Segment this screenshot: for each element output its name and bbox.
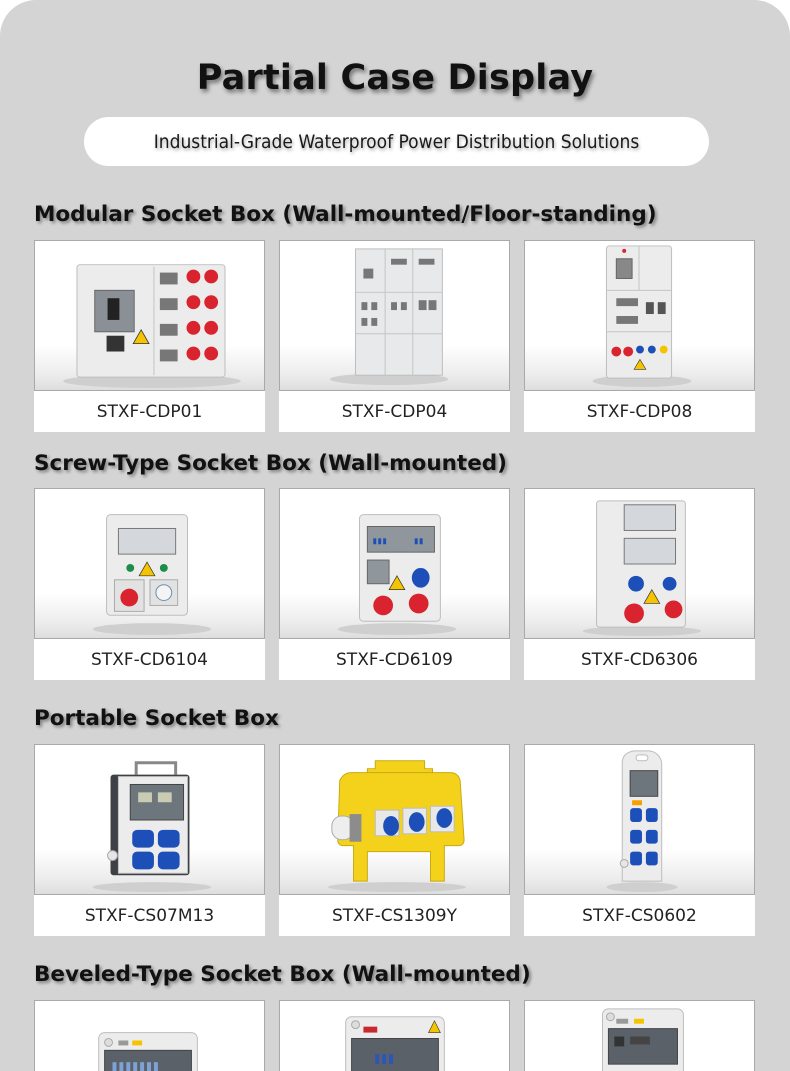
screw-box-icon (35, 489, 264, 638)
product-card[interactable] (279, 744, 510, 936)
product-card[interactable] (34, 240, 265, 432)
screw-box-icon (280, 489, 509, 638)
product-model: STXF-CS1309Y (279, 895, 510, 936)
subtitle-text: Industrial-Grade Waterproof Power Distribution Solutions (153, 130, 640, 153)
product-model: STXF-CDP01 (34, 391, 265, 432)
product-model: STXF-CS07M13 (34, 895, 265, 936)
product-model: STXF-CD6104 (34, 639, 265, 680)
product-card[interactable] (524, 744, 755, 936)
product-card[interactable] (34, 488, 265, 680)
product-row-modular (34, 240, 755, 432)
product-card[interactable] (279, 1000, 510, 1071)
product-image[interactable] (34, 744, 265, 895)
product-card[interactable] (524, 1000, 755, 1071)
portable-box-icon (35, 745, 264, 894)
tall-modular-box-icon (525, 241, 754, 390)
tall-portable-box-icon (525, 745, 754, 894)
screw-box-icon (525, 489, 754, 638)
product-image[interactable] (279, 1000, 510, 1071)
product-row-portable (34, 744, 755, 936)
yellow-portable-box-icon (280, 745, 509, 894)
product-image[interactable] (524, 240, 755, 391)
beveled-box-icon (35, 1001, 264, 1071)
product-image[interactable] (279, 744, 510, 895)
product-image[interactable] (524, 488, 755, 639)
beveled-box-icon (525, 1001, 754, 1071)
subtitle-pill (84, 117, 709, 166)
product-image[interactable] (34, 1000, 265, 1071)
section-heading-modular: Modular Socket Box (Wall-mounted/Floor-standing) (34, 202, 657, 227)
product-image[interactable] (34, 488, 265, 639)
product-card[interactable] (34, 1000, 265, 1071)
section-heading-screw-type: Screw-Type Socket Box (Wall-mounted) (34, 451, 508, 476)
modular-socket-box-icon (35, 241, 264, 390)
product-model: STXF-CS0602 (524, 895, 755, 936)
product-image[interactable] (34, 240, 265, 391)
product-image[interactable] (524, 1000, 755, 1071)
product-image[interactable] (279, 240, 510, 391)
product-image[interactable] (279, 488, 510, 639)
product-card[interactable] (524, 240, 755, 432)
product-card[interactable] (279, 488, 510, 680)
beveled-box-icon (280, 1001, 509, 1071)
page-title: Partial Case Display (196, 58, 594, 98)
section-heading-portable: Portable Socket Box (34, 706, 279, 731)
product-card[interactable] (524, 488, 755, 680)
product-model: STXF-CD6109 (279, 639, 510, 680)
product-card[interactable] (279, 240, 510, 432)
product-model: STXF-CDP08 (524, 391, 755, 432)
floor-cabinet-icon (280, 241, 509, 390)
product-model: STXF-CD6306 (524, 639, 755, 680)
product-model: STXF-CDP04 (279, 391, 510, 432)
section-heading-beveled: Beveled-Type Socket Box (Wall-mounted) (34, 962, 531, 987)
product-card[interactable] (34, 744, 265, 936)
product-image[interactable] (524, 744, 755, 895)
product-row-screw-type (34, 488, 755, 680)
product-row-beveled (34, 1000, 755, 1071)
